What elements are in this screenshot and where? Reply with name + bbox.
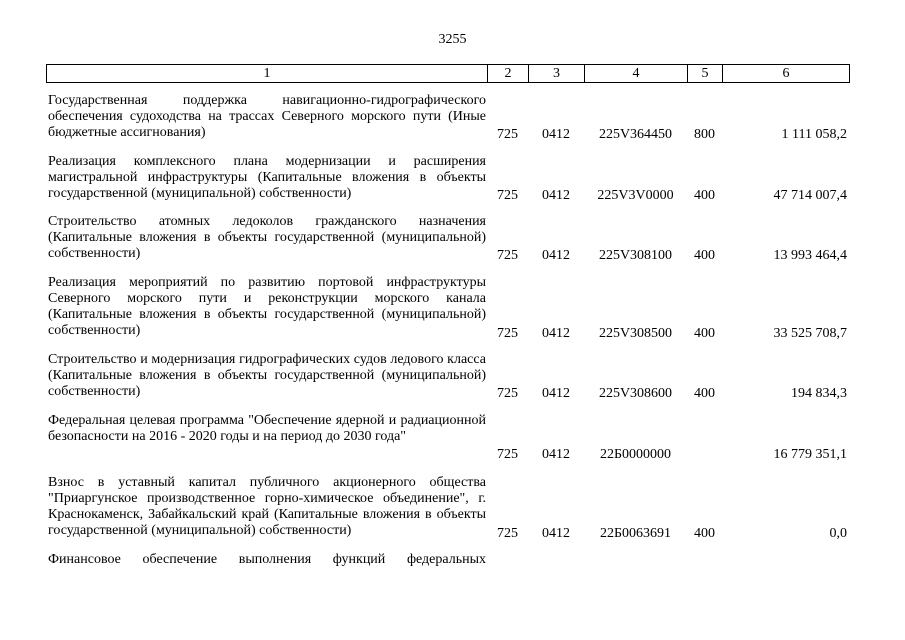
section-code: 0412: [542, 326, 570, 341]
ministry-code: 725: [497, 127, 518, 142]
section-code: 0412: [542, 386, 570, 401]
expense-type-code: 400: [694, 326, 715, 341]
amount-value: 47 714 007,4: [773, 188, 847, 203]
page-number: 3255: [438, 32, 467, 47]
section-code: 0412: [542, 526, 570, 541]
row-description: Реализация комплексного плана модернизации и расширения магистральной инфраструктуры (Капитальные вложения в объекты государственной (муниципальной) собственности): [48, 154, 486, 201]
ministry-code: 725: [497, 526, 518, 541]
amount-value: 16 779 351,1: [773, 447, 847, 462]
column-header-3: 3: [529, 65, 585, 83]
target-article-code: 225V3V0000: [597, 188, 674, 203]
amount-value: 33 525 708,7: [773, 326, 847, 341]
ministry-code: 725: [497, 188, 518, 203]
column-header-2: 2: [488, 65, 529, 83]
column-header-6: 6: [723, 65, 850, 83]
column-header-4: 4: [585, 65, 688, 83]
expense-type-code: 400: [694, 248, 715, 263]
row-description: Финансовое обеспечение выполнения функций федеральных: [48, 552, 486, 567]
section-code: 0412: [542, 188, 570, 203]
row-description: Федеральная целевая программа "Обеспечение ядерной и радиационной безопасности на 2016 - 2020 годы и на период до 2030 года": [48, 413, 486, 444]
ministry-code: 725: [497, 386, 518, 401]
column-header-row: [47, 65, 850, 83]
expense-type-code: 800: [694, 127, 715, 142]
ministry-code: 725: [497, 248, 518, 263]
target-article-code: 225V308100: [598, 248, 673, 263]
amount-value: 194 834,3: [791, 386, 847, 401]
row-description: Реализация мероприятий по развитию портовой инфраструктуры Северного морского пути и реконструкции морского канала (Капитальные вложения в объекты государственной (муниципальной) собственности): [48, 275, 486, 338]
ministry-code: 725: [497, 326, 518, 341]
target-article-code: 225V364450: [598, 127, 673, 142]
expense-type-code: 400: [694, 188, 715, 203]
amount-value: 13 993 464,4: [773, 248, 847, 263]
row-description: Взнос в уставный капитал публичного акционерного общества "Приаргунское производственное горно-химическое объединение", г. Краснокаменск, Забайкальский край (Капитальные вложения в объекты государственной (муниципальной) собственности): [48, 475, 486, 538]
row-description: Строительство атомных ледоколов гражданского назначения (Капитальные вложения в объекты государственной (муниципальной) собственности): [48, 214, 486, 261]
row-description: Строительство и модернизация гидрографических судов ледового класса (Капитальные вложения в объекты государственной (муниципальной) собственности): [48, 352, 486, 399]
column-header-table: [46, 64, 850, 83]
ministry-code: 725: [497, 447, 518, 462]
section-code: 0412: [542, 447, 570, 462]
target-article-code: 22Б0063691: [599, 526, 672, 541]
target-article-code: 225V308600: [598, 386, 673, 401]
row-description: Государственная поддержка навигационно-гидрографического обеспечения судоходства на трассах Северного морского пути (Иные бюджетные ассигнования): [48, 93, 486, 140]
expense-type-code: 400: [694, 386, 715, 401]
expense-type-code: 400: [694, 526, 715, 541]
section-code: 0412: [542, 248, 570, 263]
target-article-code: 22Б0000000: [599, 447, 672, 462]
target-article-code: 225V308500: [598, 326, 673, 341]
amount-value: 0,0: [829, 526, 847, 541]
amount-value: 1 111 058,2: [781, 127, 847, 142]
column-header-1: 1: [47, 65, 488, 83]
section-code: 0412: [542, 127, 570, 142]
column-header-5: 5: [688, 65, 723, 83]
